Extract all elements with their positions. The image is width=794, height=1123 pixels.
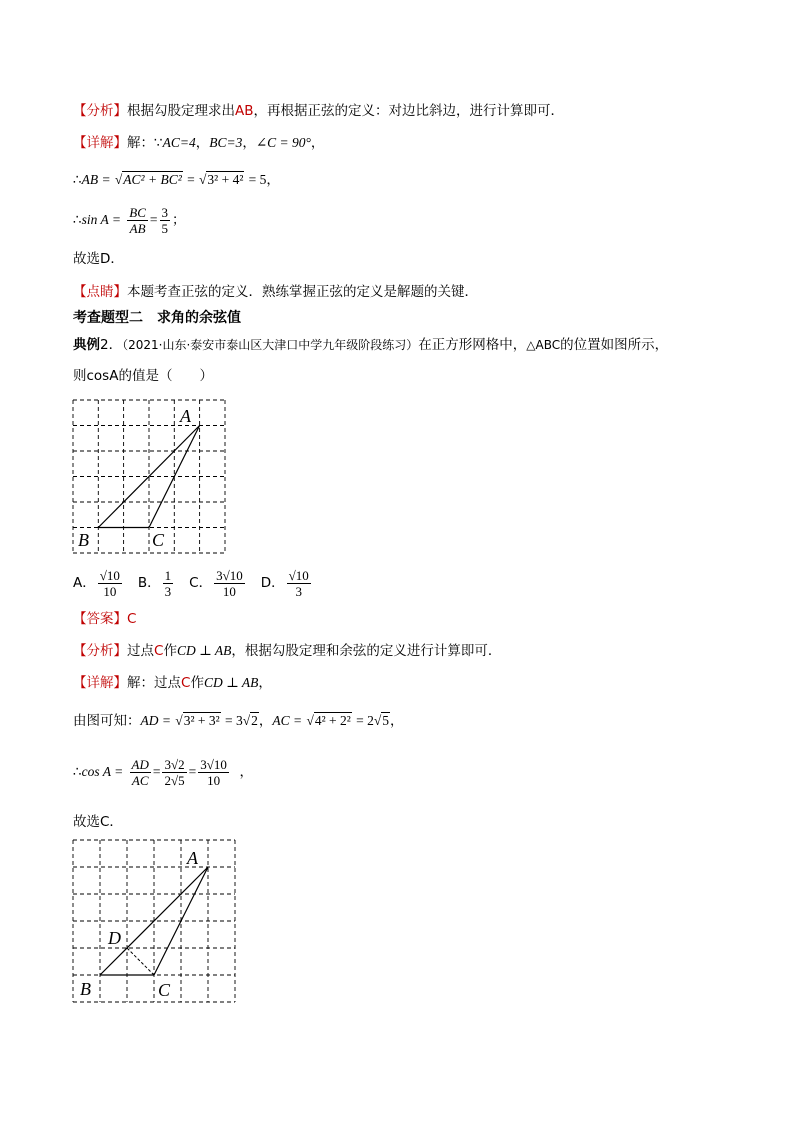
example-label: 典例 [73,337,100,353]
answer-line [73,609,136,629]
analysis-ab: AB [235,103,254,119]
section-heading: 考查题型二 求角的余弦值 [73,310,241,326]
label-a: A [187,848,198,868]
example-number: 2． [100,337,123,353]
detail-text: 作 [190,675,204,691]
ad-lhs: AD = [140,713,171,728]
ac-value: = 2 [356,713,374,728]
point-c: C [154,643,164,659]
ab-lhs: AB = [81,172,111,187]
choice-1: 故选D． [73,251,124,267]
frac-den: 3 [164,583,172,599]
detail-text: 解：过点 [127,675,181,691]
from-figure-text: 由图可知： [73,713,141,729]
step-sin [73,204,186,236]
sqrt-2: 2 [251,713,258,728]
detail-line-2 [73,673,272,693]
frac-den: 10 [214,583,245,599]
frac-num: BC [129,204,146,220]
equals: = [187,172,195,187]
example-text: 的位置如图所示， [560,337,669,353]
detail-text: 解：∵ [127,135,163,151]
separator: ， [390,713,404,729]
question-line: 则cosA的值是（ ） [73,368,213,384]
choice-2: 故选C． [73,814,123,830]
frac-den: AB [127,220,148,236]
detail-sep: ， [195,135,210,151]
comment-line [73,282,478,302]
sqrt-3-4: 3² + 4² [207,172,244,187]
altitude-cd [127,948,154,975]
sqrt-4-2: 4² + 2² [314,713,351,728]
analysis-line-2 [73,641,501,661]
frac-den: 10 [198,772,229,788]
ab-result: = 5， [248,172,280,187]
option-a[interactable] [73,565,124,601]
option-c[interactable] [189,565,247,601]
answer-value: C [127,611,137,627]
therefore-symbol: ∴ [73,172,82,188]
option-b[interactable] [138,565,175,601]
frac-num: √10 [288,567,309,583]
sqrt-ac-bc: AC² + BC² [123,172,182,187]
analysis-text: 过点 [127,643,154,659]
option-fraction [214,568,245,599]
fraction-bc-ab [127,205,148,236]
equals: = [149,212,158,227]
equals: = [152,764,161,779]
figure-grid-1 [70,398,230,556]
equals: = [188,764,197,779]
fraction-ad-ac [130,757,151,788]
example-line [73,335,668,355]
answer-tag: 【答案】 [73,611,127,627]
analysis-text: 作 [163,643,177,659]
frac-den: 2√5 [164,772,185,788]
detail-sep: ， [242,135,256,151]
step-ab: ∴AB = √AC² + BC² = √3² + 4² = 5， [73,172,280,188]
frac-den: 10 [98,583,122,599]
option-fraction [287,568,311,599]
comment-text: 本题考查正弦的定义．熟练掌握正弦的定义是解题的关键． [127,284,478,300]
option-fraction [98,568,122,599]
option-d[interactable] [261,565,313,601]
frac-num: 1 [164,567,172,583]
fraction-3r10-10 [198,757,229,788]
label-b: B [78,530,89,550]
figure-grid-2 [70,838,240,1006]
options-line [73,565,327,601]
therefore-symbol: ∴ [73,764,82,780]
option-fraction [163,568,174,599]
analysis-text-pre: 根据勾股定理求出 [127,103,235,119]
frac-num: 3√10 [200,756,227,772]
detail-bc: BC=3 [209,135,243,150]
separator: ， [258,713,273,729]
sin-lhs: sin A = [81,212,121,227]
example-text: 在正方形网格中， [418,337,527,353]
frac-num: AD [131,756,149,772]
frac-num: √10 [99,567,120,583]
therefore-symbol: ∴ [73,212,82,228]
label-a: A [180,406,191,426]
detail-angle: ∠C = 90° [255,135,311,150]
analysis-text-post: ，再根据正弦的定义：对边比斜边，进行计算即可． [253,103,564,119]
step-cos [73,755,253,789]
example-source: （2021·山东·泰安市泰山区大津口中学九年级阶段练习） [122,338,419,352]
separator: ， [239,764,253,780]
ac-lhs: AC = [272,713,303,728]
analysis-line-1 [73,101,564,121]
sqrt-5: 5 [382,713,390,728]
frac-num: 3√10 [216,567,243,583]
detail-tag: 【详解】 [73,135,127,151]
option-letter: C． [189,575,213,591]
perpendicular-expr: CD ⊥ AB [203,675,259,690]
label-b: B [80,979,91,999]
step-ad-ac: 由图可知：AD = √3² + 3² = 3√2，AC = √4² + 2² = 2√5， [73,713,404,729]
frac-den: 3 [287,583,311,599]
detail-end: ， [258,675,272,691]
triangle-abc: △ABC [526,338,561,352]
label-c: C [152,530,165,550]
detail-tag: 【详解】 [73,675,127,691]
comment-tag: 【点睛】 [73,284,127,300]
detail-ac: AC=4 [162,135,196,150]
sqrt-3-3: 3² + 3² [183,713,220,728]
analysis-tag: 【分析】 [73,103,127,119]
detail-end: ， [310,135,325,151]
perpendicular-expr: CD ⊥ AB [176,643,232,658]
fraction-3-5 [160,205,171,236]
option-letter: D． [260,575,285,591]
ad-value: = 3 [224,713,243,728]
analysis-tag: 【分析】 [73,643,127,659]
option-letter: A． [73,575,96,591]
frac-num: 3√2 [164,756,185,772]
frac-num: 3 [161,204,169,220]
cos-lhs: cos A = [81,764,124,779]
fraction-3r2-2r5 [162,757,186,788]
label-d: D [108,928,121,948]
semicolon: ； [172,212,186,228]
analysis-text: ，根据勾股定理和余弦的定义进行计算即可． [231,643,502,659]
option-letter: B． [137,575,161,591]
point-c: C [181,675,191,691]
frac-den: 5 [161,220,169,236]
frac-den: AC [130,772,151,788]
detail-line-1 [73,133,324,153]
label-c: C [158,980,171,1000]
